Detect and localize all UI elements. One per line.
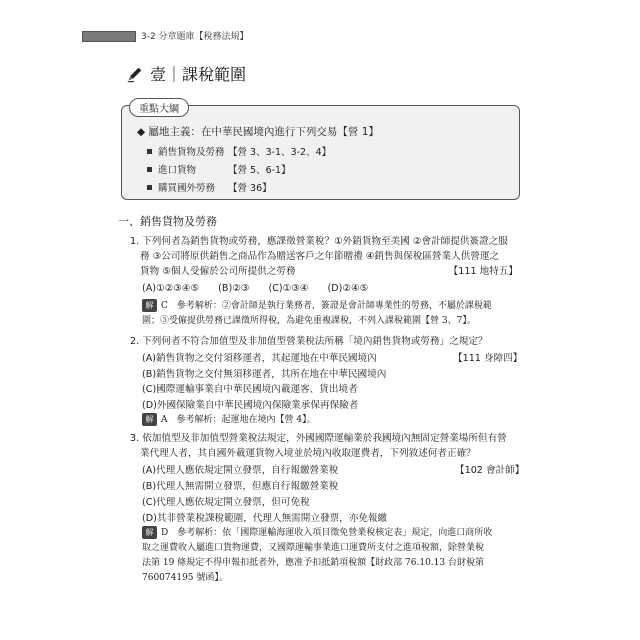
answer-badge-icon: 解 xyxy=(142,413,157,426)
square-bullet-icon xyxy=(147,149,152,154)
chapter-title-text: 壹｜課稅範圍 xyxy=(150,65,247,84)
question-text-line: 業代理人者，其自國外載運貨物入境並於境內收取運費者，下列敘述何者正確？ xyxy=(140,448,476,460)
answer-badge-icon: 解 xyxy=(142,526,157,539)
option-c: (C)①③④ xyxy=(268,283,309,294)
pen-icon xyxy=(126,65,144,83)
option-b: (B)②③ xyxy=(218,283,250,294)
chapter-title xyxy=(126,62,246,85)
option-d: (D)其非營業稅課稅範圍，代理人無需開立發票，亦免報繳 xyxy=(142,513,388,524)
key-point-item: 銷售貨物及勞務 【營 3、3-1、3-2、4】 xyxy=(147,144,225,158)
option-c: (C)國際運輸事業自中華民國境內載運客、貨出境者 xyxy=(142,384,358,395)
option-b: (B)銷售貨物之交付無須移運者，其所在地在中華民國境內 xyxy=(142,369,387,380)
running-header: 3-2 分章題庫【稅務法規】 xyxy=(141,32,249,42)
option-b: (B)代理人無需開立發票，但應自行報繳營業稅 xyxy=(142,481,339,492)
key-point-item: 購買國外勞務 【營 36】 xyxy=(147,180,215,194)
question-source: 【102 會計師】 xyxy=(455,465,525,476)
option-a: (A)銷售貨物之交付須移運者，其起運地在中華民國境內 xyxy=(142,353,377,364)
answer-letter: A xyxy=(161,415,168,425)
question-source: 【111 地特五】 xyxy=(448,266,518,278)
header-bar xyxy=(82,31,136,42)
question-text-line: 1. 下列何者為銷售貨物或勞務，應課徵營業稅？①外銷貨物至美國 ②會計師提供簽證之服 xyxy=(130,236,508,247)
answer-letter: D xyxy=(161,528,169,538)
question-2 xyxy=(130,334,518,349)
question-text-line: 務 ③公司將原供銷售之商品作為贈送客戶之年節贈禮 ④銷售與保稅區營業人供營運之 xyxy=(140,251,500,263)
question-text-line: 3. 依加值型及非加值型營業稅法規定，外國國際運輸業於我國境內無固定營業場所但有營 xyxy=(130,433,507,444)
section-title: 一、銷售貨物及勞務 xyxy=(118,215,217,228)
answer-letter: C xyxy=(161,301,168,311)
options-row xyxy=(142,283,384,294)
key-point-item: 進口貨物 【營 5、6-1】 xyxy=(147,162,196,176)
question-3 xyxy=(130,431,518,461)
key-points-label: 重點大綱 xyxy=(129,98,189,117)
option-d: (D)外國保險業自中華民國境內保險業承保再保險者 xyxy=(142,400,359,411)
square-bullet-icon xyxy=(147,167,152,172)
square-bullet-icon xyxy=(147,185,152,190)
answer-explanation: 解 C 參考解析：②會計師是執行業務者，簽證是會計師專業性的勞務，不屬於課稅範 圍；⑤受僱提供勞務已課徵所得稅，為避免重複課稅，不列入課稅範圍【營 3、7】。 xyxy=(142,301,492,326)
question-text-line: 貨物 ⑤個人受僱於公司所提供之勞務 【111 地特五】 xyxy=(130,264,518,279)
option-a: (A)代理人應依規定開立發票，自行報繳營業稅 xyxy=(142,465,339,476)
option-a: (A)①②③④⑤ xyxy=(142,283,200,294)
answer-explanation: 解 A 參考解析：起運地在境內【營 4】。 xyxy=(142,413,518,428)
question-text-line: 2. 下列何者不符合加值型及非加值型營業稅法所稱「境內銷售貨物或勞務」之規定？ xyxy=(130,336,488,347)
question-source: 【111 身障四】 xyxy=(453,353,523,364)
question-1 xyxy=(130,234,518,280)
answer-explanation: 解 D 參考解析：依「國際運輸海運收入項目徵免營業稅核定表」規定，向進口商所收 取之運費收入屬進口貨物運費，又國際運輸事業進口運費所支付之進項稅額，除營業稅 法第 19 條規定不得申報扣抵者外，應准予扣抵銷項稅額【財政部 76.10.13 台財稅第 760074195 號函】。 xyxy=(142,528,493,583)
option-c: (C)代理人應依規定開立發票，但可免稅 xyxy=(142,497,310,508)
key-principle: ◆ 屬地主義：在中華民國境內進行下列交易【營 1】 xyxy=(137,126,379,138)
answer-badge-icon: 解 xyxy=(142,299,157,312)
option-d: (D)②④⑤ xyxy=(327,283,369,294)
